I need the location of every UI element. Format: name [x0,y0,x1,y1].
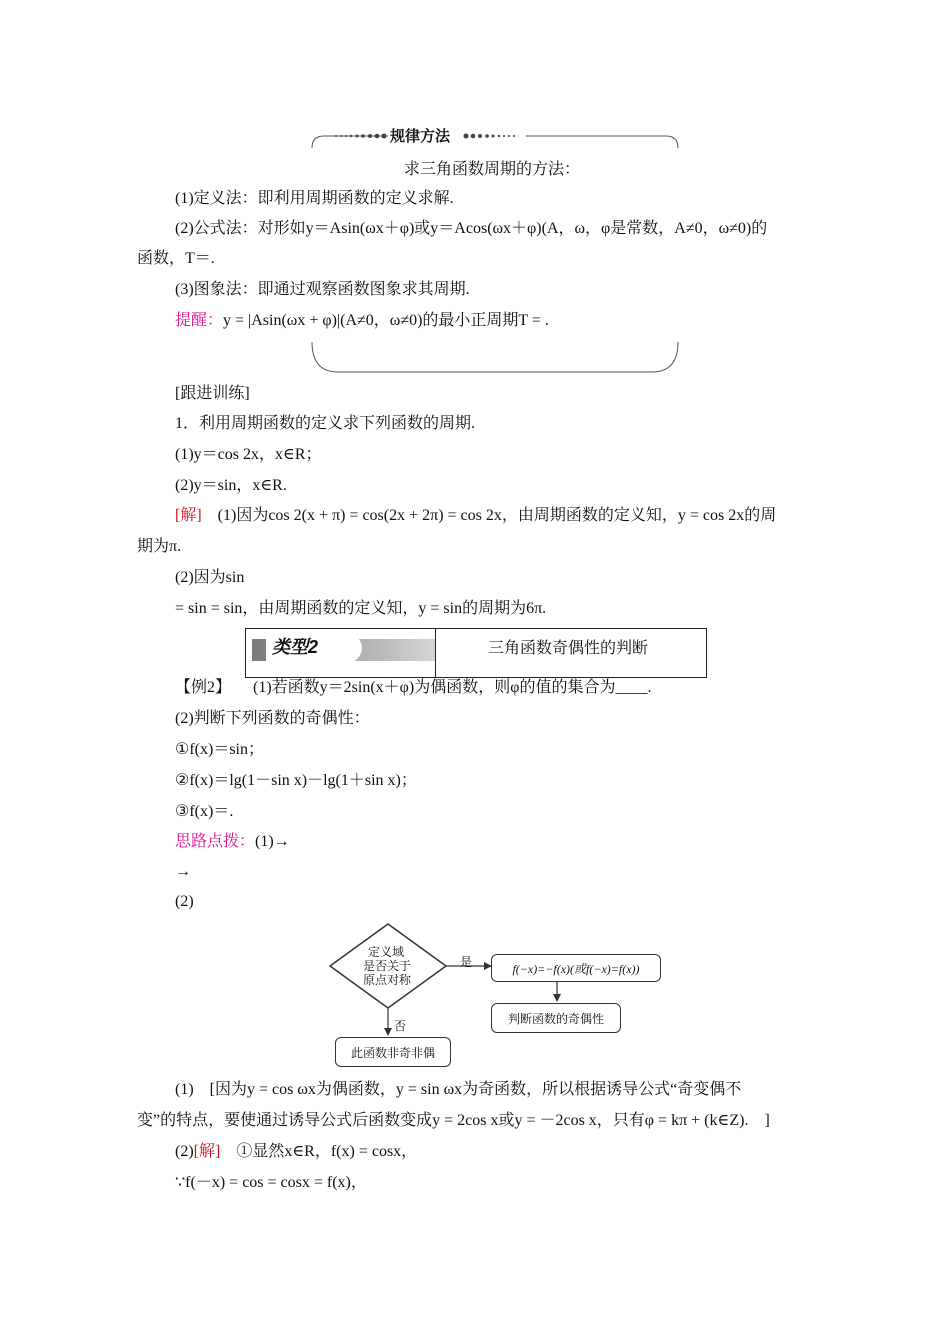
example-f1: ①f(x)＝sin； [175,741,265,758]
answer-1-line-1: (1) [因为y = cos ωx为偶函数，y = sin ωx为奇函数，所以根据诱导公式“奇变偶不 [175,1081,742,1098]
solution-1 [175,506,776,526]
example-f2: ②f(x)＝lg(1－sin x)－lg(1＋sin x)； [175,772,417,789]
type-banner [245,628,707,678]
answer-2-label: [解] [193,1143,221,1160]
box-neither-text: 此函数非奇非偶 [350,1045,435,1060]
method-item-2: (2)公式法：对形如y＝Asin(ωx＋φ)或y＝Acos(ωx＋φ)(A，ω，φ是常数，A≠0，ω≠0)的 [175,220,768,237]
method-box-title: 求三角函数周期的方法： [404,161,581,178]
solution-1a: (1)因为cos 2(x + π) = cos(2x + 2π) = cos 2x，由周期函数的定义知，y = cos 2x的周 [217,507,777,524]
answer-2-prefix: (2) [175,1143,194,1160]
example-f3: ③f(x)＝. [175,803,234,820]
hint-line-3: (2) [175,893,194,910]
method-tip [175,311,549,331]
box-condition-text: f(−x)=−f(x)(或f(−x)=f(x)) [512,961,640,976]
box-judge [491,1003,621,1033]
tip-text: y = |Asin(ωx + φ)|(A≠0，ω≠0)的最小正周期T = . [223,312,549,329]
method-item-3: (3)图象法：即通过观察函数图象求其周期. [175,281,470,298]
type-banner-divider [435,629,436,677]
answer-2-text: ①显然x∈R，f(x) = cosx， [236,1143,418,1160]
hint-1: (1)→ [255,833,290,850]
solution-1b: 期为π. [137,538,182,555]
solution-2b: = sin = sin，由周期函数的定义知，y = sin的周期为6π. [175,600,547,617]
diamond-line-2: 是否关于 [363,959,412,973]
example-label: 【例2】 [175,679,232,696]
type-banner-tag: 类型2 [272,637,319,657]
hint-line-2: → [175,863,191,880]
diamond-line-1: 定义域 [368,945,405,959]
hint-label: 思路点拨： [175,833,256,850]
hint-line-1 [175,832,290,852]
practice-q1-2: (2)y＝sin，x∈R. [175,477,287,494]
answer-2-line-2: ∵f(－x) = cos = cosx = f(x)， [175,1174,367,1191]
method-item-2-cont: 函数，T＝. [137,250,215,267]
practice-q1: 1．利用周期函数的定义求下列函数的周期. [175,415,476,432]
method-item-1: (1)定义法：即利用周期函数的定义求解. [175,190,454,207]
diamond-line-3: 原点对称 [363,973,412,987]
flow-yes: 是 [460,955,473,969]
answer-2-line-1 [175,1142,417,1162]
answer-1-line-2: 变”的特点，要使通过诱导公式后函数变成y = 2cos x或y = －2cos x，只有φ = kπ + (k∈Z). ] [137,1112,770,1129]
tip-label: 提醒： [175,312,224,329]
practice-q1-1: (1)y＝cos 2x，x∈R； [175,446,322,463]
box-neither [335,1037,451,1067]
flow-no: 否 [394,1019,407,1033]
method-box-header: 规律方法 [390,128,451,145]
box-judge-text: 判断函数的奇偶性 [507,1011,604,1026]
example-q2: (2)判断下列函数的奇偶性： [175,710,370,727]
solution-2a: (2)因为sin [175,569,245,586]
solution-label: [解] [175,507,202,524]
type-banner-title: 三角函数奇偶性的判断 [488,640,649,657]
box-condition [491,954,661,982]
practice-heading: [跟进训练] [175,385,250,402]
example-q1 [175,678,651,698]
example-q1-text: (1)若函数y＝2sin(x＋φ)为偶函数，则φ的值的集合为____. [253,679,652,696]
